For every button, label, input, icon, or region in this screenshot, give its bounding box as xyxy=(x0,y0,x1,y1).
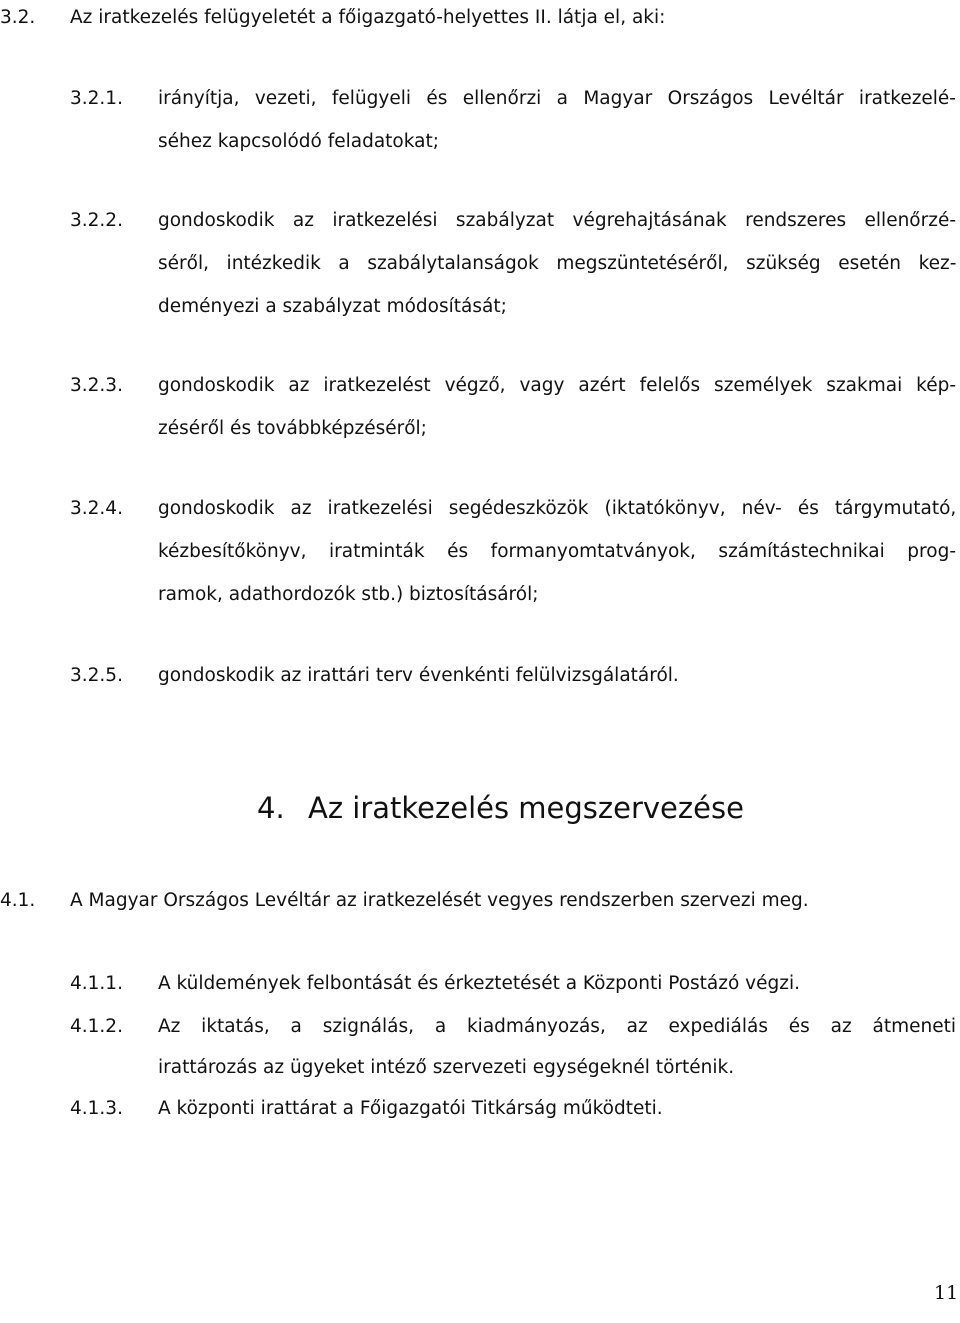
section-line-3-2-4-b: kézbesítőkönyv, iratminták és formanyomtatványok, számítástechnikai prog- xyxy=(158,541,956,562)
section-number-3-2-2: 3.2.2. xyxy=(70,210,123,231)
section-number-4-1: 4.1. xyxy=(0,890,36,911)
chapter-title-4: Az iratkezelés megszervezése xyxy=(308,791,744,825)
section-line-3-2-4-a: gondoskodik az iratkezelési segédeszközök (iktatókönyv, név- és tárgymutató, xyxy=(158,498,957,519)
section-line-4-1-2-a: Az iktatás, a szignálás, a kiadmányozás, az expediálás és az átmeneti xyxy=(158,1016,956,1037)
chapter-number-4: 4. xyxy=(257,791,285,825)
section-line-3-2-3-a: gondoskodik az iratkezelést végző, vagy azért felelős személyek szakmai kép- xyxy=(158,375,956,396)
section-line-3-2-3-b: zéséről és továbbképzéséről; xyxy=(158,418,427,439)
section-text-4-1-1: A küldemények felbontását és érkeztetését a Központi Postázó végzi. xyxy=(158,973,800,994)
section-line-4-1-2-b: irattározás az ügyeket intéző szervezeti egységeknél történik. xyxy=(158,1057,735,1078)
section-number-4-1-3: 4.1.3. xyxy=(70,1098,123,1119)
section-line-3-2-2-b: séről, intézkedik a szabálytalanságok megszüntetéséről, szükség esetén kez- xyxy=(158,253,957,274)
section-text-4-1-3: A központi irattárat a Főigazgatói Titkárság működteti. xyxy=(158,1098,663,1119)
section-number-3-2-3: 3.2.3. xyxy=(70,375,123,396)
section-number-3-2-4: 3.2.4. xyxy=(70,498,123,519)
section-line-3-2-1-b: séhez kapcsolódó feladatokat; xyxy=(158,131,439,152)
section-number-3-2: 3.2. xyxy=(0,7,36,28)
section-line-3-2-4-c: ramok, adathordozók stb.) biztosításáról; xyxy=(158,584,539,605)
section-line-3-2-2-a: gondoskodik az iratkezelési szabályzat végrehajtásának rendszeres ellenőrzé- xyxy=(158,210,956,231)
section-text-3-2-5: gondoskodik az irattári terv évenkénti felülvizsgálatáról. xyxy=(158,665,679,686)
page-number: 11 xyxy=(934,1282,959,1304)
section-number-3-2-5: 3.2.5. xyxy=(70,665,123,686)
section-line-3-2-2-c: deményezi a szabályzat módosítását; xyxy=(158,296,507,317)
section-text-4-1: A Magyar Országos Levéltár az iratkezelését vegyes rendszerben szervezi meg. xyxy=(70,890,809,911)
section-number-3-2-1: 3.2.1. xyxy=(70,88,123,109)
section-number-4-1-1: 4.1.1. xyxy=(70,973,123,994)
section-line-3-2-1-a: irányítja, vezeti, felügyeli és ellenőrzi a Magyar Országos Levéltár iratkezelé- xyxy=(158,88,956,109)
section-text-3-2: Az iratkezelés felügyeletét a főigazgató-helyettes II. látja el, aki: xyxy=(70,7,666,28)
section-number-4-1-2: 4.1.2. xyxy=(70,1016,123,1037)
